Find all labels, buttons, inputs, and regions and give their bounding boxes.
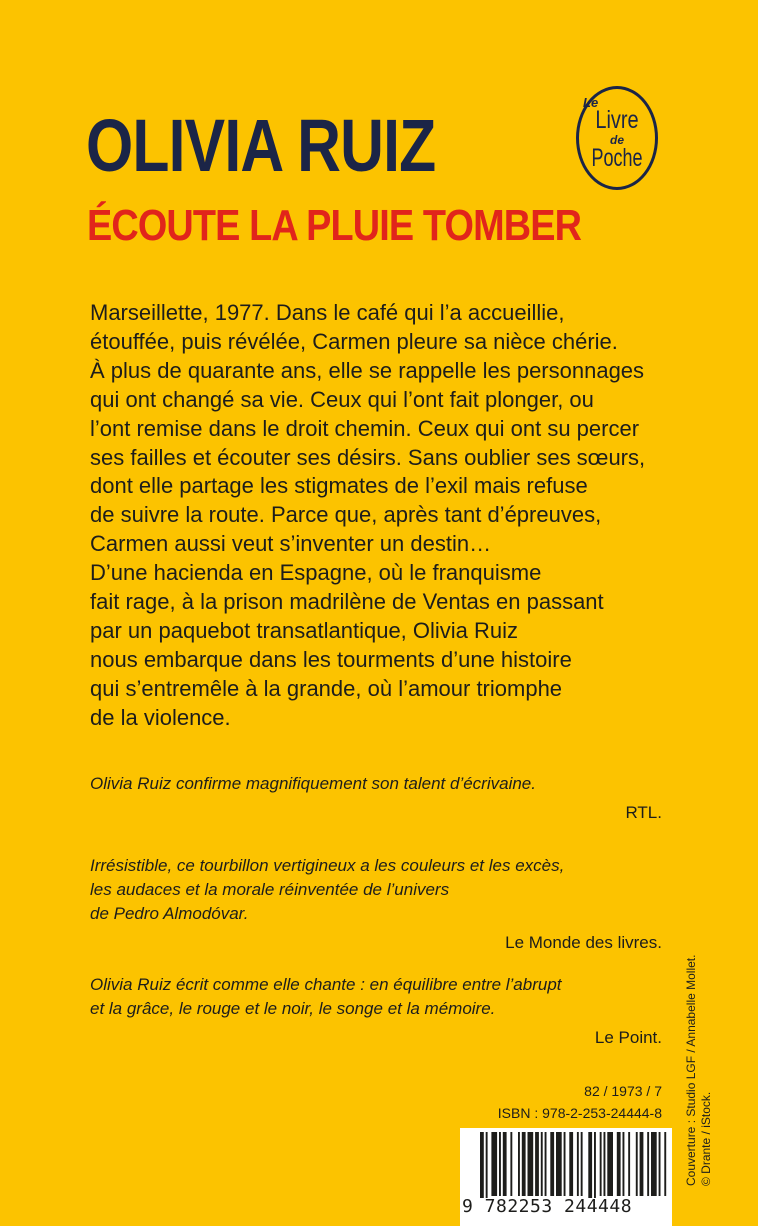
credits-line: © Drante / iStock.	[699, 1091, 713, 1186]
barcode-bar	[647, 1132, 649, 1196]
blurb-line: D’une hacienda en Espagne, où le franquisme	[90, 560, 542, 586]
barcode-bar	[651, 1132, 657, 1196]
blurb-line: étouffée, puis révélée, Carmen pleure sa nièce chérie.	[90, 328, 618, 354]
barcode-bar	[503, 1132, 507, 1196]
quote-source: Le Monde des livres.	[505, 933, 662, 952]
blurb-text	[90, 299, 710, 733]
author-name: OLIVIA RUIZ	[86, 104, 436, 187]
barcode-bar	[577, 1132, 579, 1196]
barcode-bar	[556, 1132, 562, 1196]
barcode-digits: 9 782253 244448	[462, 1196, 633, 1217]
quote-line: de Pedro Almodóvar.	[90, 904, 249, 923]
blurb-line: dont elle partage les stigmates de l’exil mais refuse	[90, 473, 588, 499]
cover-credits	[684, 886, 714, 1186]
barcode-bar	[640, 1132, 644, 1196]
quote-line: et la grâce, le rouge et le noir, le songe et la mémoire.	[90, 999, 496, 1018]
barcode-bar	[564, 1132, 566, 1196]
barcode-bar	[594, 1132, 596, 1198]
barcode-bar	[486, 1132, 488, 1198]
barcode-bar	[499, 1132, 501, 1196]
blurb-line: par un paquebot transatlantique, Olivia Ruiz	[90, 617, 519, 643]
barcode-bar	[569, 1132, 573, 1196]
barcode-bar	[659, 1132, 661, 1196]
isbn-number: ISBN : 978-2-253-24444-8	[497, 1105, 662, 1121]
catalog-codes	[470, 1080, 662, 1124]
barcode	[460, 1128, 672, 1226]
blurb-line: nous embarque dans les tourments d’une histoire	[90, 646, 572, 672]
logo-text-livre: Livre	[595, 106, 639, 134]
barcode-bar	[528, 1132, 534, 1196]
blurb-line: l’ont remise dans le droit chemin. Ceux qui ont su percer	[90, 415, 640, 441]
blurb-line: de la violence.	[90, 704, 231, 730]
blurb-line: ses failles et écouter ses désirs. Sans oublier ses sœurs,	[90, 444, 646, 470]
barcode-bar	[541, 1132, 543, 1196]
barcode-bar	[607, 1132, 613, 1196]
blurb-line: qui ont changé sa vie. Ceux qui l’ont fait plonger, ou	[90, 386, 594, 412]
barcode-bar	[600, 1132, 602, 1196]
barcode-bar	[664, 1132, 666, 1196]
blurb-line: Carmen aussi veut s’inventer un destin…	[90, 531, 492, 557]
publisher-logo	[576, 86, 658, 190]
quote-line: Olivia Ruiz écrit comme elle chante : en équilibre entre l’abrupt	[90, 975, 562, 994]
barcode-bar	[623, 1132, 625, 1196]
barcode-bar	[628, 1132, 630, 1196]
barcode-bars	[460, 1128, 672, 1198]
barcode-bar	[535, 1132, 539, 1196]
barcode-bar	[518, 1132, 520, 1196]
barcode-bar	[581, 1132, 583, 1196]
press-quote-le-point	[90, 973, 662, 1050]
quote-line: Olivia Ruiz confirme magnifiquement son talent d’écrivaine.	[90, 774, 536, 793]
catalog-code: 82 / 1973 / 7	[584, 1083, 662, 1099]
barcode-bar	[550, 1132, 554, 1196]
barcode-bar	[522, 1132, 526, 1196]
quote-source: Le Point.	[594, 1028, 662, 1047]
logo-text-de: de	[609, 133, 624, 147]
barcode-bar	[604, 1132, 606, 1196]
quote-source: RTL.	[625, 803, 662, 822]
barcode-bar	[510, 1132, 512, 1196]
barcode-bar	[545, 1132, 547, 1196]
quote-line: les audaces et la morale réinventée de l’univers	[90, 880, 450, 899]
blurb-line: Marseillette, 1977. Dans le café qui l’a accueillie,	[90, 300, 565, 325]
barcode-bar	[588, 1132, 592, 1198]
press-quote-le-monde	[90, 854, 662, 955]
blurb-line: fait rage, à la prison madrilène de Ventas en passant	[90, 589, 604, 615]
blurb-line: À plus de quarante ans, elle se rappelle les personnages	[90, 357, 645, 383]
blurb-line: de suivre la route. Parce que, après tant d’épreuves,	[90, 502, 602, 528]
press-quote-rtl	[90, 772, 662, 825]
logo-text-le: Le	[583, 95, 599, 110]
credits-line: Couverture : Studio LGF / Annabelle Mollet.	[684, 954, 698, 1186]
book-title: ÉCOUTE LA PLUIE TOMBER	[87, 201, 582, 250]
barcode-bar	[617, 1132, 621, 1196]
blurb-line: qui s’entremêle à la grande, où l’amour triomphe	[90, 675, 563, 701]
barcode-bar	[636, 1132, 638, 1196]
barcode-bar	[491, 1132, 497, 1196]
logo-text-poche: Poche	[591, 144, 643, 172]
barcode-bar	[480, 1132, 484, 1198]
quote-line: Irrésistible, ce tourbillon vertigineux a les couleurs et les excès,	[90, 856, 565, 875]
